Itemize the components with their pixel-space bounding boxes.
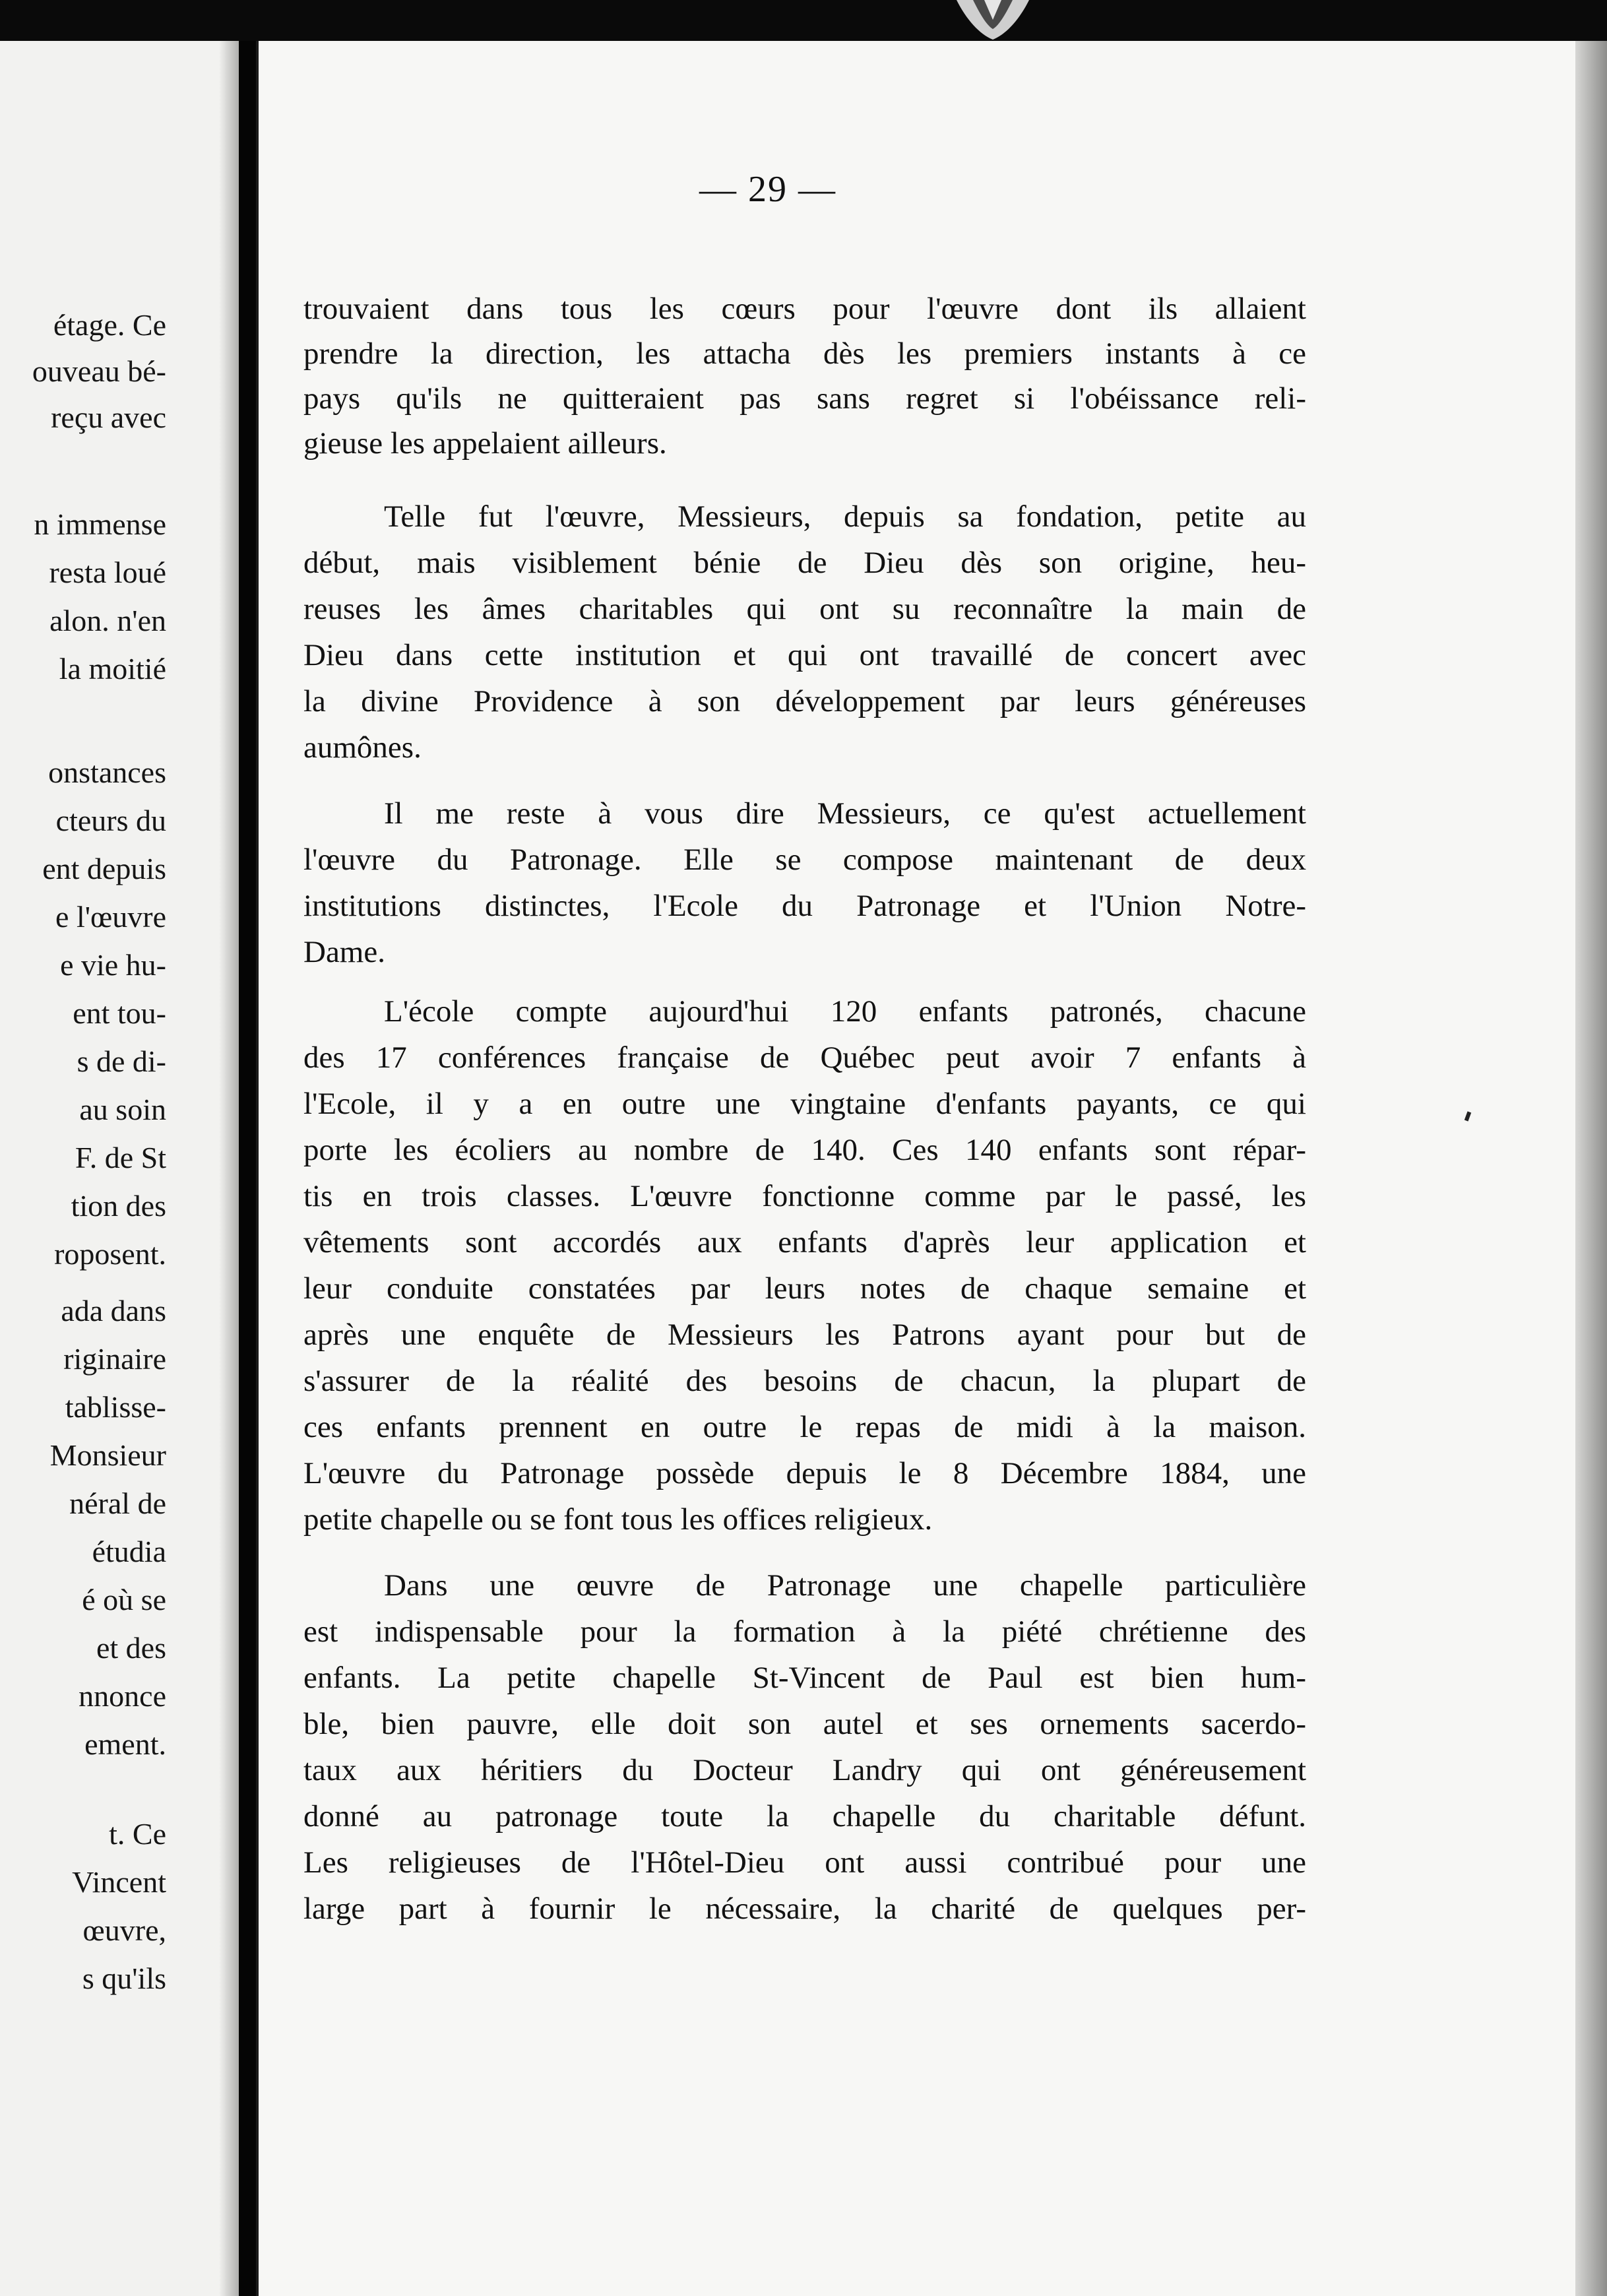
left-page-line: néral de <box>69 1486 166 1520</box>
left-page-line: F. de St <box>75 1141 166 1174</box>
text-line: petite chapelle ou se font tous les offices religieux. <box>303 1502 933 1537</box>
text-line: vêtements sont accordés aux enfants d'après leur application et <box>303 1225 1306 1260</box>
left-page-line: é où se <box>82 1583 166 1616</box>
text-line: Les religieuses de l'Hôtel-Dieu ont aussi contribué pour une <box>303 1845 1306 1880</box>
text-line: ces enfants prennent en outre le repas de midi à la maison. <box>303 1410 1306 1444</box>
left-page-line: ent depuis <box>42 852 166 885</box>
text-line: Dieu dans cette institution et qui ont travaillé de concert avec <box>303 638 1306 672</box>
left-page-line: la moitié <box>59 652 166 686</box>
left-page-line: ada dans <box>61 1294 166 1327</box>
left-page-line: roposent. <box>54 1237 166 1271</box>
text-line: s'assurer de la réalité des besoins de chacun, la plupart de <box>303 1364 1306 1398</box>
left-page-line: ent tou- <box>73 996 166 1030</box>
left-page-line: Monsieur <box>49 1438 166 1472</box>
left-page-line: ouveau bé- <box>32 354 166 388</box>
text-line: large part à fournir le nécessaire, la charité de quelques per- <box>303 1892 1306 1926</box>
left-page-line: étage. Ce <box>53 308 166 342</box>
text-line: donné au patronage toute la chapelle du charitable défunt. <box>303 1799 1306 1834</box>
text-line: Dame. <box>303 935 385 969</box>
text-line: pays qu'ils ne quitteraient pas sans regret si l'obéissance reli- <box>303 381 1306 416</box>
text-line: aumônes. <box>303 730 422 765</box>
left-page-line: cteurs du <box>55 804 166 837</box>
page-number: — 29 — <box>699 169 836 210</box>
left-page-line: étudia <box>92 1535 166 1568</box>
left-page-line: ement. <box>84 1727 166 1761</box>
text-line: Il me reste à vous dire Messieurs, ce qu'est actuellement <box>384 796 1306 831</box>
gutter-shadow <box>219 41 239 2296</box>
left-page-line: œuvre, <box>82 1913 166 1947</box>
text-line: des 17 conférences française de Québec peut avoir 7 enfants à <box>303 1040 1306 1075</box>
left-page-line: onstances <box>48 755 166 789</box>
text-line: L'œuvre du Patronage possède depuis le 8 Décembre 1884, une <box>303 1456 1306 1490</box>
left-page-line: tion des <box>71 1189 166 1223</box>
left-page-line: n immense <box>34 507 166 541</box>
left-page-line: reçu avec <box>51 400 166 434</box>
left-page-line: resta loué <box>49 556 166 589</box>
text-line: prendre la direction, les attacha dès les premiers instants à ce <box>303 336 1306 371</box>
text-line: porte les écoliers au nombre de 140. Ces 140 enfants sont répar- <box>303 1133 1306 1167</box>
text-line: Telle fut l'œuvre, Messieurs, depuis sa fondation, petite au <box>384 499 1306 534</box>
text-line: trouvaient dans tous les cœurs pour l'œuvre dont ils allaient <box>303 292 1306 326</box>
text-line: est indispensable pour la formation à la piété chrétienne des <box>303 1614 1306 1649</box>
previous-page-strip <box>0 41 239 2296</box>
left-page-line: tablisse- <box>65 1390 166 1424</box>
text-line: après une enquête de Messieurs les Patrons ayant pour but de <box>303 1318 1306 1352</box>
page-divider <box>239 41 256 2296</box>
text-line: la divine Providence à son développement par leurs généreuses <box>303 684 1306 718</box>
left-page-line: riginaire <box>63 1342 166 1376</box>
text-line: institutions distinctes, l'Ecole du Patronage et l'Union Notre- <box>303 889 1306 923</box>
left-page-line: s de di- <box>77 1044 166 1078</box>
left-page-line: au soin <box>79 1093 166 1126</box>
text-line: taux aux héritiers du Docteur Landry qui ont généreusement <box>303 1753 1306 1787</box>
left-page-line: Vincent <box>72 1865 166 1899</box>
left-page-line: nnonce <box>79 1679 166 1713</box>
left-page-line: s qu'ils <box>82 1961 166 1995</box>
left-page-line: e l'œuvre <box>55 900 166 934</box>
text-line: enfants. La petite chapelle St-Vincent de Paul est bien hum- <box>303 1661 1306 1695</box>
left-page-line: alon. n'en <box>49 604 166 637</box>
text-line: Dans une œuvre de Patronage une chapelle particulière <box>384 1568 1306 1603</box>
text-line: L'école compte aujourd'hui 120 enfants patronés, chacune <box>384 994 1306 1029</box>
left-page-line: e vie hu- <box>60 948 166 982</box>
text-line: tis en trois classes. L'œuvre fonctionne comme par le passé, les <box>303 1179 1306 1213</box>
text-line: début, mais visiblement bénie de Dieu dès son origine, heu- <box>303 546 1306 580</box>
left-page-line: t. Ce <box>109 1817 166 1851</box>
text-line: l'œuvre du Patronage. Elle se compose maintenant de deux <box>303 843 1306 877</box>
text-line: ble, bien pauvre, elle doit son autel et ses ornements sacerdo- <box>303 1707 1306 1741</box>
left-page-line: et des <box>96 1631 166 1665</box>
text-line: reuses les âmes charitables qui ont su reconnaître la main de <box>303 592 1306 626</box>
main-page <box>256 41 1578 2296</box>
decorative-ornament-icon <box>943 0 1042 41</box>
text-line: leur conduite constatées par leurs notes de chaque semaine et <box>303 1271 1306 1306</box>
text-line: l'Ecole, il y a en outre une vingtaine d'enfants payants, ce qui <box>303 1087 1306 1121</box>
text-line: gieuse les appelaient ailleurs. <box>303 426 667 461</box>
right-edge-shadow <box>1575 41 1607 2296</box>
